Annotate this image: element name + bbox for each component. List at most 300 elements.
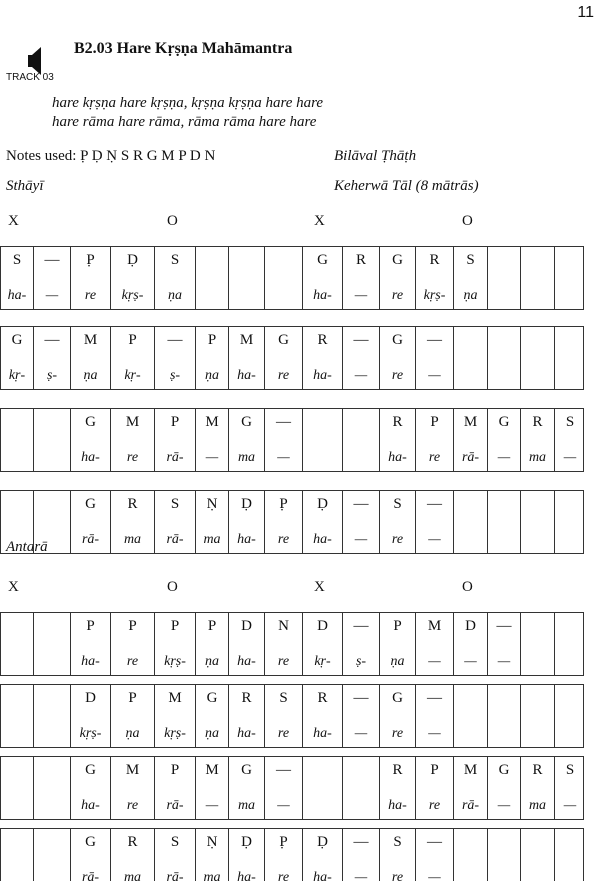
- swara-note: D: [317, 618, 328, 634]
- lyric-syllable: ṇa: [463, 288, 478, 303]
- matra-cell: [1, 491, 34, 553]
- lyric-syllable: re: [277, 654, 290, 669]
- lyric-syllable: rā-: [166, 450, 184, 465]
- swara-note: S: [12, 252, 22, 268]
- lyric-syllable: ma: [237, 450, 256, 465]
- swara-note: D: [85, 690, 96, 706]
- lyric-syllable: kṛ-: [8, 368, 26, 383]
- lyrics-line-1: hare kṛṣṇa hare kṛṣṇa, kṛṣṇa kṛṣṇa hare hare: [52, 95, 324, 111]
- swara-note: —: [427, 332, 442, 348]
- swara-note: G: [11, 332, 23, 348]
- swara-note: M: [239, 332, 254, 348]
- matra-cell: [380, 409, 416, 471]
- matra-cell: [380, 327, 416, 389]
- lyric-syllable: —: [428, 726, 441, 741]
- matra-cell: [555, 491, 585, 553]
- sthayi-notation-row: [0, 490, 584, 554]
- lyric-syllable: re: [277, 368, 290, 383]
- swara-note: S: [170, 252, 180, 268]
- lyric-syllable: ha-: [313, 532, 332, 547]
- matra-cell: [265, 327, 303, 389]
- matra-cell: [111, 409, 155, 471]
- lyric-syllable: —: [428, 870, 441, 881]
- lyric-syllable: ha-: [237, 532, 256, 547]
- matra-cell: [111, 757, 155, 819]
- swara-note: —: [276, 762, 291, 778]
- antara-notation-row: [0, 612, 584, 676]
- swara-note: R: [127, 834, 138, 850]
- matra-cell: [521, 409, 555, 471]
- matra-cell: [1, 327, 34, 389]
- lyrics-line-2: hare rāma hare rāma, rāma rāma hare hare: [52, 114, 317, 130]
- matra-cell: [454, 327, 488, 389]
- matra-cell: [34, 613, 71, 675]
- matra-cell: [555, 685, 585, 747]
- matra-cell: [521, 613, 555, 675]
- matra-cell: [521, 491, 555, 553]
- matra-cell: [303, 491, 343, 553]
- matra-cell: [1, 757, 34, 819]
- matra-cell: [196, 247, 229, 309]
- lyric-syllable: re: [391, 870, 404, 881]
- lyric-syllable: ṇa: [205, 654, 219, 669]
- matra-cell: [380, 685, 416, 747]
- matra-cell: [265, 409, 303, 471]
- sthayi-beat-marker: X: [314, 213, 325, 229]
- lyric-syllable: re: [84, 288, 97, 303]
- lyric-syllable: ha-: [237, 870, 256, 881]
- lyric-syllable: rā-: [166, 798, 184, 813]
- matra-cell: [71, 829, 111, 881]
- matra-cell: [34, 491, 71, 553]
- lyric-syllable: —: [354, 726, 368, 741]
- lyric-syllable: —: [563, 798, 577, 813]
- lyric-syllable: kṛṣ-: [79, 726, 102, 741]
- matra-cell: [521, 757, 555, 819]
- lyric-syllable: re: [391, 726, 404, 741]
- lyric-syllable: kṛṣ-: [121, 288, 144, 303]
- matra-cell: [521, 829, 555, 881]
- matra-cell: [155, 247, 196, 309]
- matra-cell: [454, 829, 488, 881]
- lyric-syllable: re: [428, 798, 441, 813]
- swara-note: P: [128, 690, 137, 706]
- swara-note: —: [353, 332, 369, 348]
- swara-note: —: [44, 252, 60, 268]
- swara-note: Ṇ: [206, 834, 218, 850]
- swara-note: G: [241, 414, 252, 430]
- swara-note: Ṇ: [206, 496, 218, 512]
- matra-cell: [229, 409, 265, 471]
- lyric-syllable: re: [126, 450, 139, 465]
- matra-cell: [303, 685, 343, 747]
- lyric-syllable: re: [277, 726, 290, 741]
- swara-note: P: [170, 618, 180, 634]
- matra-cell: [265, 829, 303, 881]
- swara-note: G: [85, 496, 96, 512]
- matra-cell: [111, 829, 155, 881]
- swara-note: —: [353, 618, 369, 634]
- sthayi-notation-row: [0, 246, 584, 310]
- swara-note: R: [392, 762, 403, 778]
- matra-cell: [343, 327, 380, 389]
- matra-cell: [416, 409, 454, 471]
- lyric-syllable: ma: [123, 870, 142, 881]
- sthayi-beat-marker: X: [8, 213, 19, 229]
- lyric-syllable: ha-: [81, 798, 100, 813]
- antara-beat-marker: O: [167, 579, 178, 595]
- matra-cell: [343, 685, 380, 747]
- matra-cell: [488, 327, 521, 389]
- swara-note: G: [85, 762, 96, 778]
- antara-notation-row: [0, 828, 584, 881]
- lyric-syllable: —: [354, 368, 368, 383]
- swara-note: M: [168, 690, 182, 706]
- matra-cell: [34, 327, 71, 389]
- matra-cell: [71, 613, 111, 675]
- lyric-syllable: re: [391, 288, 404, 303]
- matra-cell: [196, 327, 229, 389]
- matra-cell: [34, 685, 71, 747]
- matra-cell: [416, 829, 454, 881]
- matra-cell: [229, 247, 265, 309]
- matra-cell: [343, 409, 380, 471]
- lyric-syllable: —: [354, 532, 368, 547]
- swara-note: R: [532, 414, 543, 430]
- swara-note: —: [353, 496, 369, 512]
- lyric-syllable: —: [497, 450, 511, 465]
- lyric-syllable: ha-: [313, 870, 332, 881]
- swara-note: P: [170, 414, 180, 430]
- antara-label: Antarā: [6, 539, 48, 555]
- matra-cell: [343, 829, 380, 881]
- matra-cell: [343, 757, 380, 819]
- swara-note: G: [241, 762, 252, 778]
- matra-cell: [454, 757, 488, 819]
- sthayi-notation-row: [0, 408, 584, 472]
- swara-note: S: [170, 834, 180, 850]
- swara-note: S: [393, 496, 402, 512]
- lyric-syllable: kṛṣ-: [164, 726, 186, 741]
- swara-note: R: [429, 252, 440, 268]
- swara-note: P: [393, 618, 402, 634]
- matra-cell: [155, 613, 196, 675]
- lyric-syllable: ṣ-: [355, 654, 367, 669]
- lyric-syllable: —: [205, 798, 219, 813]
- lyric-syllable: ma: [203, 532, 221, 547]
- swara-note: M: [463, 414, 478, 430]
- matra-cell: [416, 757, 454, 819]
- matra-cell: [555, 327, 585, 389]
- swara-note: —: [427, 496, 442, 512]
- sthayi-beat-marker: O: [462, 213, 473, 229]
- matra-cell: [71, 491, 111, 553]
- matra-cell: [416, 247, 454, 309]
- swara-note: M: [125, 414, 140, 430]
- swara-note: M: [83, 332, 98, 348]
- swara-note: —: [276, 414, 291, 430]
- swara-note: G: [392, 252, 403, 268]
- lyric-syllable: —: [354, 288, 368, 303]
- swara-note: —: [353, 690, 369, 706]
- matra-cell: [265, 491, 303, 553]
- lyric-syllable: —: [563, 450, 577, 465]
- matra-cell: [488, 829, 521, 881]
- matra-cell: [196, 491, 229, 553]
- swara-note: G: [498, 762, 510, 778]
- matra-cell: [454, 491, 488, 553]
- matra-cell: [196, 685, 229, 747]
- lyric-syllable: re: [126, 654, 139, 669]
- matra-cell: [1, 613, 34, 675]
- lyric-syllable: —: [277, 450, 290, 465]
- matra-cell: [196, 829, 229, 881]
- lyric-syllable: re: [126, 798, 139, 813]
- swara-note: M: [205, 762, 219, 778]
- swara-note: P: [128, 332, 137, 348]
- matra-cell: [229, 829, 265, 881]
- lyric-syllable: ha-: [313, 288, 332, 303]
- matra-cell: [488, 409, 521, 471]
- matra-cell: [1, 247, 34, 309]
- lyric-syllable: ma: [528, 450, 547, 465]
- matra-cell: [265, 685, 303, 747]
- swara-note: R: [127, 496, 138, 512]
- swara-note: R: [317, 332, 328, 348]
- swara-note: G: [85, 834, 96, 850]
- matra-cell: [303, 757, 343, 819]
- lyric-syllable: re: [277, 532, 290, 547]
- matra-cell: [380, 247, 416, 309]
- matra-cell: [229, 491, 265, 553]
- lyric-syllable: —: [497, 798, 511, 813]
- swara-note: M: [427, 618, 442, 634]
- matra-cell: [155, 327, 196, 389]
- matra-cell: [111, 247, 155, 309]
- matra-cell: [521, 685, 555, 747]
- lyric-syllable: —: [464, 654, 477, 669]
- matra-cell: [303, 327, 343, 389]
- lyric-syllable: ṣ-: [46, 368, 58, 383]
- lyric-syllable: rā-: [461, 798, 480, 813]
- matra-cell: [155, 757, 196, 819]
- matra-cell: [265, 757, 303, 819]
- swara-note: —: [427, 834, 442, 850]
- swara-note: —: [353, 834, 369, 850]
- lyric-syllable: ṇa: [83, 368, 98, 383]
- lyric-syllable: ma: [528, 798, 547, 813]
- matra-cell: [34, 829, 71, 881]
- matra-cell: [71, 247, 111, 309]
- matra-cell: [196, 613, 229, 675]
- swara-note: P: [207, 332, 217, 348]
- lyric-syllable: re: [391, 368, 404, 383]
- lyric-syllable: ha-: [313, 368, 332, 383]
- matra-cell: [229, 327, 265, 389]
- matra-cell: [555, 613, 585, 675]
- matra-cell: [71, 685, 111, 747]
- matra-cell: [229, 757, 265, 819]
- lyric-syllable: ha-: [7, 288, 27, 303]
- matra-cell: [416, 613, 454, 675]
- matra-cell: [265, 247, 303, 309]
- lyric-syllable: —: [428, 654, 441, 669]
- matra-cell: [380, 613, 416, 675]
- swara-note: G: [278, 332, 289, 348]
- matra-cell: [521, 327, 555, 389]
- matra-cell: [416, 685, 454, 747]
- lyric-syllable: ha-: [81, 654, 100, 669]
- matra-cell: [303, 613, 343, 675]
- swara-note: R: [355, 252, 366, 268]
- matra-cell: [111, 491, 155, 553]
- swara-note: G: [498, 414, 510, 430]
- matra-cell: [196, 757, 229, 819]
- matra-cell: [488, 247, 521, 309]
- matra-cell: [1, 409, 34, 471]
- matra-cell: [555, 829, 585, 881]
- matra-cell: [521, 247, 555, 309]
- lyric-syllable: kṛ-: [124, 368, 141, 383]
- swara-note: Ḍ: [317, 496, 328, 512]
- matra-cell: [111, 685, 155, 747]
- page-number: 11: [577, 4, 594, 21]
- lyric-syllable: —: [497, 654, 511, 669]
- swara-note: G: [206, 690, 218, 706]
- lyric-syllable: ṇa: [125, 726, 140, 741]
- swara-note: S: [170, 496, 180, 512]
- swara-note: Ḍ: [317, 834, 328, 850]
- swara-note: P: [128, 618, 137, 634]
- lyric-syllable: kṛṣ-: [164, 654, 186, 669]
- lyric-syllable: ha-: [388, 798, 407, 813]
- antara-notation-row: [0, 684, 584, 748]
- sthayi-notation-row: [0, 326, 584, 390]
- swara-note: P̣: [279, 834, 288, 850]
- swara-note: S: [279, 690, 288, 706]
- matra-cell: [555, 247, 585, 309]
- swara-note: G: [392, 332, 403, 348]
- matra-cell: [454, 613, 488, 675]
- lyric-syllable: ṇa: [390, 654, 405, 669]
- sthayi-beat-marker: O: [167, 213, 178, 229]
- swara-note: R: [317, 690, 328, 706]
- matra-cell: [111, 613, 155, 675]
- lyric-syllable: —: [277, 798, 290, 813]
- lyric-syllable: ma: [237, 798, 256, 813]
- matra-cell: [343, 247, 380, 309]
- matra-cell: [34, 409, 71, 471]
- swara-note: S: [466, 252, 475, 268]
- lyric-syllable: re: [277, 870, 290, 881]
- swara-note: M: [205, 414, 219, 430]
- matra-cell: [380, 491, 416, 553]
- lyric-syllable: ma: [203, 870, 221, 881]
- lyric-syllable: —: [45, 288, 59, 303]
- swara-note: —: [167, 332, 183, 348]
- matra-cell: [229, 613, 265, 675]
- lyric-syllable: ha-: [388, 450, 407, 465]
- swara-note: R: [532, 762, 543, 778]
- matra-cell: [34, 757, 71, 819]
- swara-note: P: [430, 414, 439, 430]
- swara-note: —: [427, 690, 442, 706]
- lyric-syllable: —: [205, 450, 219, 465]
- matra-cell: [34, 247, 71, 309]
- matra-cell: [111, 327, 155, 389]
- matra-cell: [71, 757, 111, 819]
- lyric-syllable: ha-: [81, 450, 100, 465]
- matra-cell: [1, 829, 34, 881]
- matra-cell: [555, 409, 585, 471]
- swara-note: Ḍ: [241, 496, 252, 512]
- swara-note: R: [241, 690, 252, 706]
- notes-used: Notes used: P̣ Ḍ Ṇ S R G M P D N: [6, 148, 216, 164]
- matra-cell: [488, 757, 521, 819]
- swara-note: G: [85, 414, 96, 430]
- swara-note: P: [207, 618, 217, 634]
- swara-note: N: [278, 618, 289, 634]
- lyric-syllable: rā-: [166, 870, 184, 881]
- matra-cell: [155, 491, 196, 553]
- swara-note: D: [465, 618, 476, 634]
- lyric-syllable: ṇa: [168, 288, 182, 303]
- swara-note: —: [496, 618, 512, 634]
- swara-note: P̣: [86, 252, 95, 268]
- lyric-syllable: rā-: [81, 532, 100, 547]
- swara-note: S: [565, 762, 575, 778]
- matra-cell: [488, 685, 521, 747]
- matra-cell: [71, 409, 111, 471]
- matra-cell: [155, 409, 196, 471]
- matra-cell: [303, 247, 343, 309]
- lyric-syllable: —: [354, 870, 368, 881]
- matra-cell: [454, 247, 488, 309]
- matra-cell: [71, 327, 111, 389]
- lyric-syllable: ha-: [313, 726, 332, 741]
- matra-cell: [380, 829, 416, 881]
- matra-cell: [196, 409, 229, 471]
- matra-cell: [303, 409, 343, 471]
- lyric-syllable: ṇa: [205, 368, 219, 383]
- matra-cell: [488, 491, 521, 553]
- section-title: B2.03 Hare Kṛṣṇa Mahāmantra: [74, 40, 293, 57]
- antara-beat-marker: X: [8, 579, 19, 595]
- matra-cell: [343, 491, 380, 553]
- lyric-syllable: kṛṣ-: [423, 288, 446, 303]
- matra-cell: [155, 685, 196, 747]
- lyric-syllable: re: [428, 450, 441, 465]
- matra-cell: [265, 613, 303, 675]
- lyric-syllable: re: [391, 532, 404, 547]
- swara-note: Ḍ: [127, 252, 138, 268]
- matra-cell: [155, 829, 196, 881]
- swara-note: M: [125, 762, 140, 778]
- lyric-syllable: rā-: [81, 870, 100, 881]
- lyric-syllable: ṣ-: [169, 368, 181, 383]
- sthayi-label: Sthāyī: [6, 178, 44, 194]
- lyric-syllable: ha-: [237, 654, 256, 669]
- matra-cell: [229, 685, 265, 747]
- swara-note: P̣: [279, 496, 288, 512]
- lyric-syllable: rā-: [166, 532, 184, 547]
- matra-cell: [488, 613, 521, 675]
- lyric-syllable: ha-: [237, 368, 256, 383]
- swara-note: M: [463, 762, 478, 778]
- matra-cell: [416, 327, 454, 389]
- lyric-syllable: —: [428, 368, 441, 383]
- track-label: TRACK 03: [6, 72, 54, 83]
